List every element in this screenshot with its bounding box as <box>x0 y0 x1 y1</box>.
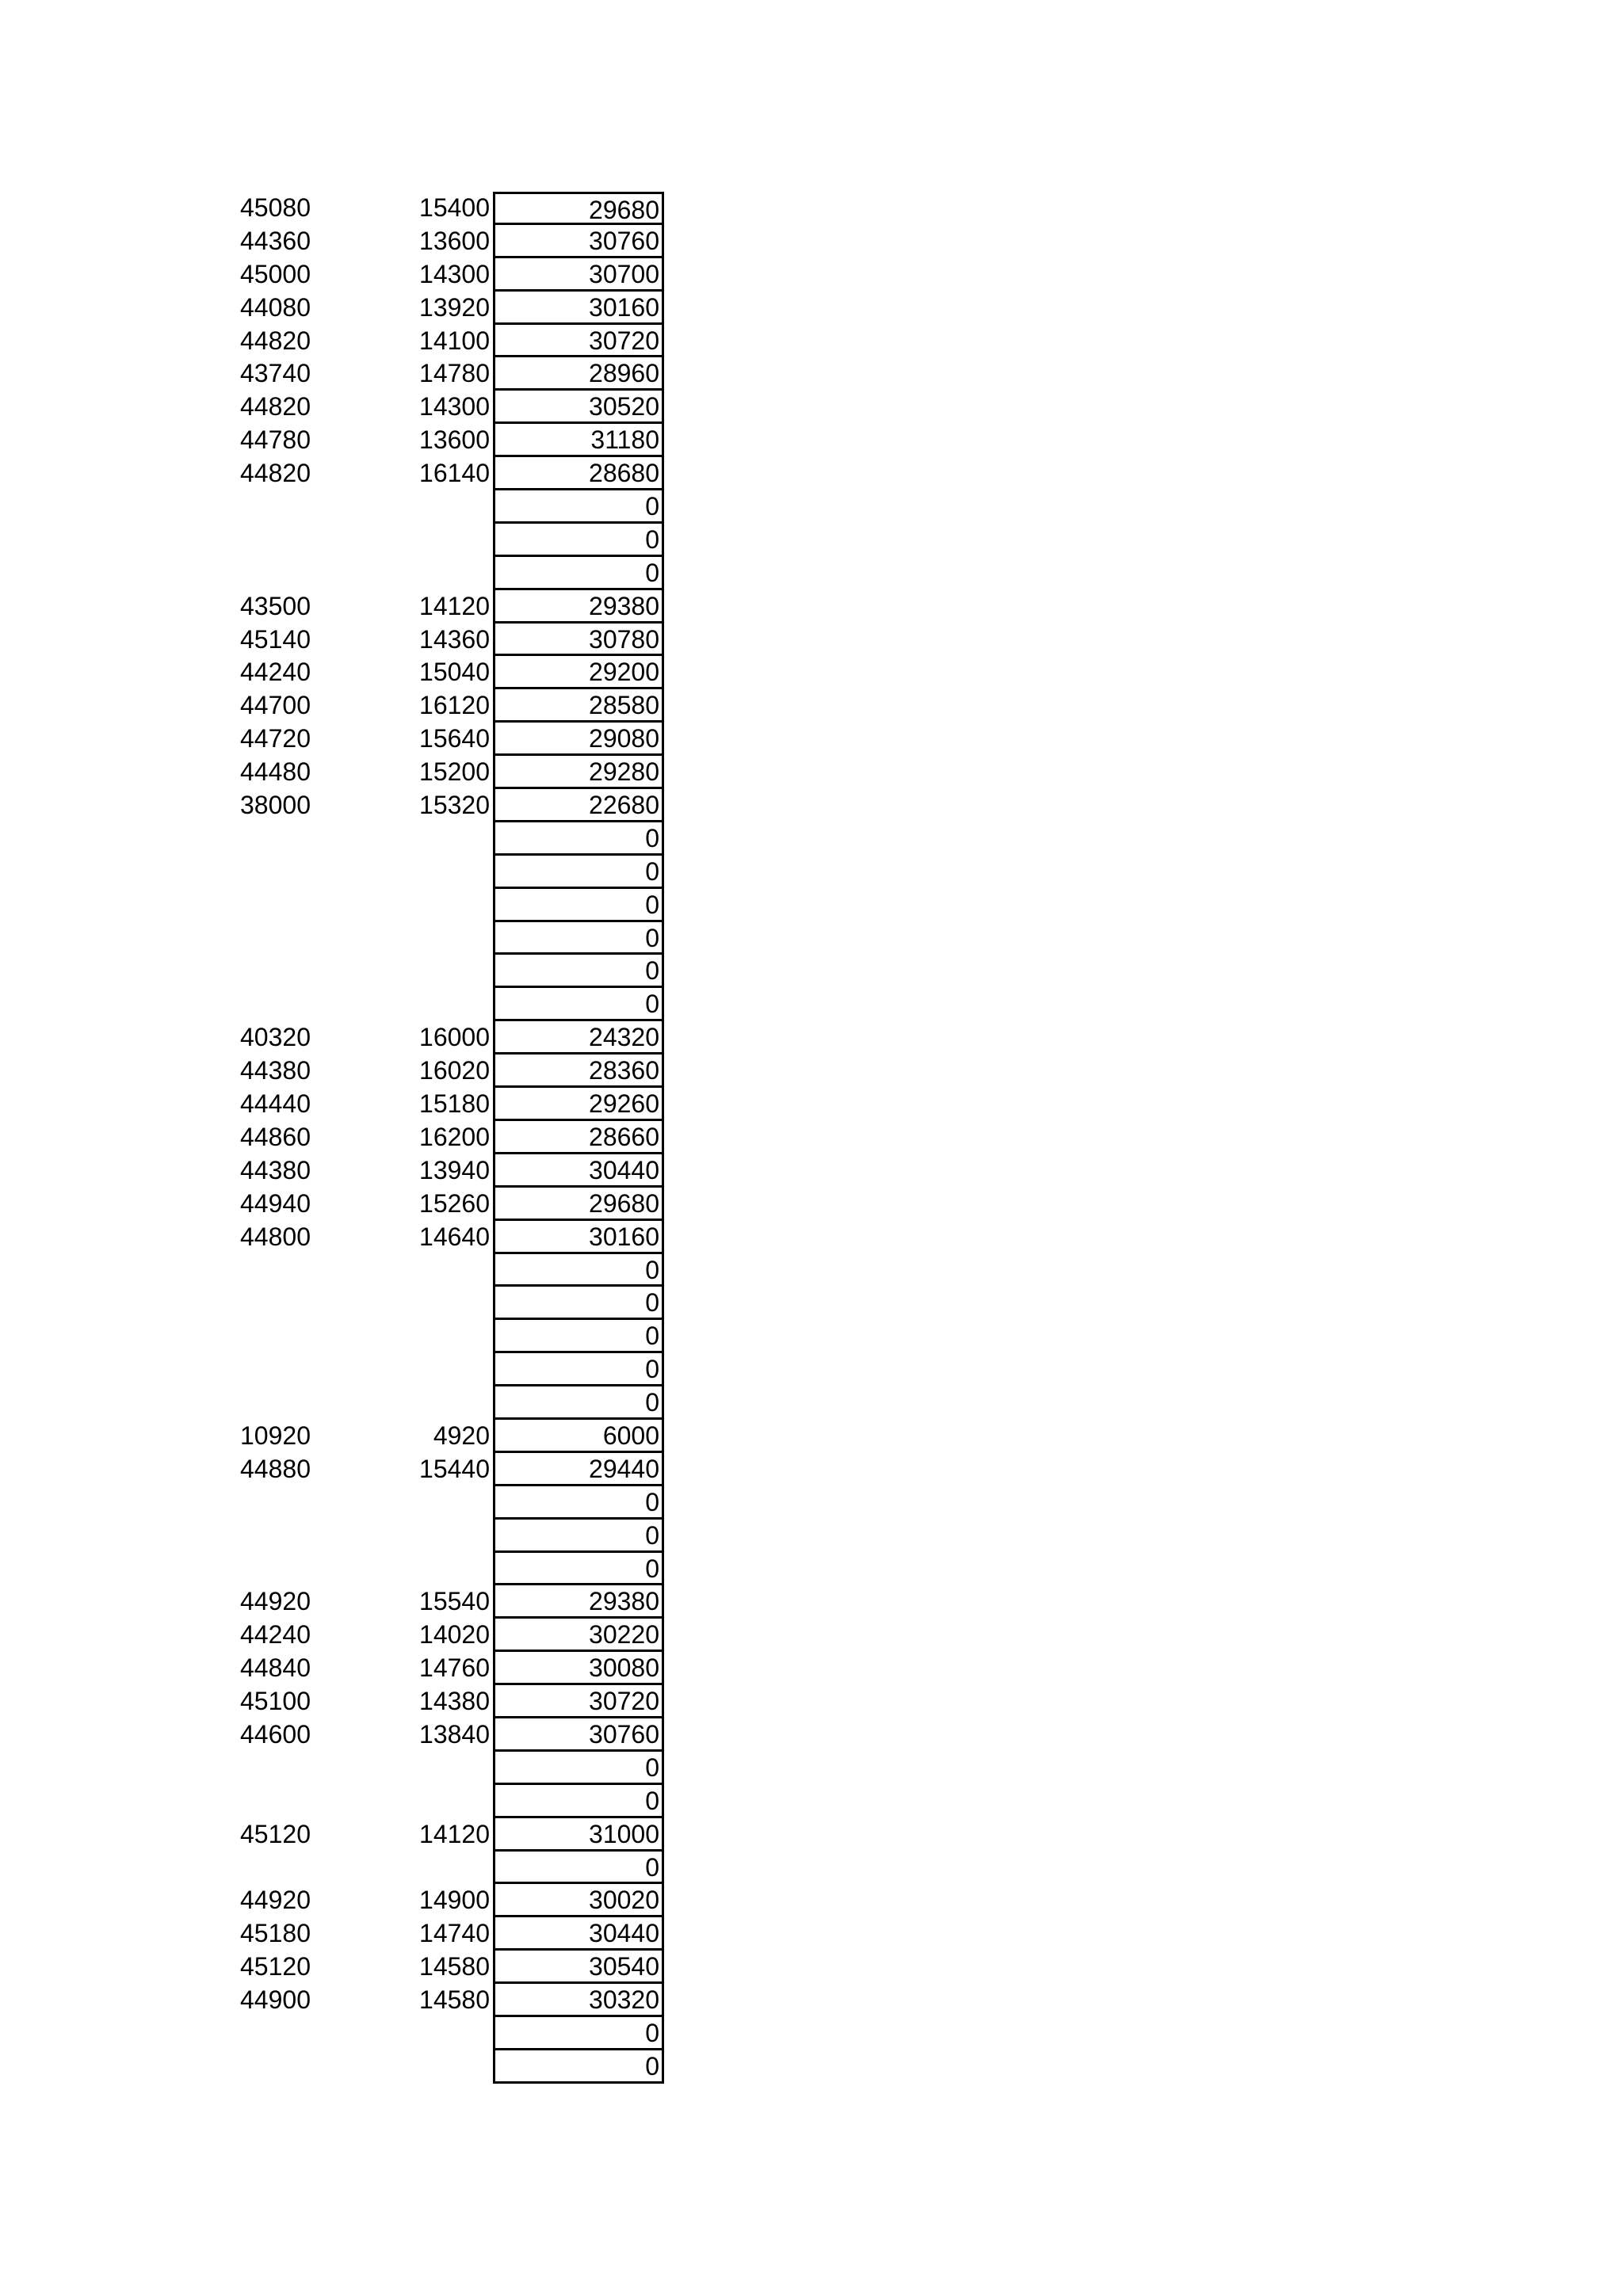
cell-col-c: 0 <box>493 1553 664 1586</box>
cell-col-c: 0 <box>493 2017 664 2050</box>
cell-col-c: 0 <box>493 1752 664 1785</box>
cell-col-b <box>380 1520 492 1553</box>
cell-col-a <box>240 1785 343 1818</box>
cell-col-a <box>240 2050 343 2084</box>
table-row <box>0 1752 1623 1785</box>
cell-col-c: 0 <box>493 889 664 922</box>
cell-col-a: 44360 <box>240 226 311 255</box>
cell-col-b <box>380 1254 492 1287</box>
cell-col-c: 0 <box>493 922 664 955</box>
table-row <box>0 822 1623 856</box>
table-row <box>0 457 1623 490</box>
cell-col-b: 14640 <box>419 1222 490 1251</box>
cell-col-a <box>240 1486 343 1520</box>
cell-col-c: 31180 <box>493 424 664 457</box>
cell-col-a <box>240 490 343 524</box>
cell-col-c: 29260 <box>493 1088 664 1121</box>
cell-col-c: 29200 <box>493 656 664 689</box>
cell-col-b: 14300 <box>419 259 490 288</box>
cell-col-c: 30440 <box>493 1917 664 1951</box>
cell-col-c: 28360 <box>493 1055 664 1088</box>
table-row <box>0 1652 1623 1685</box>
cell-col-b <box>380 922 492 955</box>
table-row <box>0 1420 1623 1453</box>
cell-col-a <box>240 2017 343 2050</box>
table-row <box>0 1320 1623 1353</box>
cell-col-b <box>380 1320 492 1353</box>
cell-col-b: 4920 <box>433 1421 490 1450</box>
table-row <box>0 292 1623 325</box>
cell-col-a: 44940 <box>240 1188 311 1218</box>
cell-col-b <box>380 889 492 922</box>
cell-col-b: 14120 <box>419 591 490 620</box>
cell-col-c: 0 <box>493 1254 664 1287</box>
cell-col-a: 44900 <box>240 1985 311 2015</box>
cell-col-c: 29380 <box>493 590 664 624</box>
cell-col-a: 45140 <box>240 624 311 654</box>
cell-col-a <box>240 1320 343 1353</box>
cell-col-c: 0 <box>493 1386 664 1420</box>
cell-col-c: 29380 <box>493 1585 664 1619</box>
cell-col-c: 0 <box>493 490 664 524</box>
cell-col-a: 44440 <box>240 1089 311 1119</box>
cell-col-c: 0 <box>493 1320 664 1353</box>
table-row <box>0 258 1623 292</box>
cell-col-c: 0 <box>493 1852 664 1885</box>
table-row <box>0 1154 1623 1188</box>
cell-col-c: 30440 <box>493 1154 664 1188</box>
cell-col-a: 10920 <box>240 1421 311 1450</box>
cell-col-b: 13840 <box>419 1719 490 1749</box>
table-row <box>0 1055 1623 1088</box>
cell-col-a: 43740 <box>240 359 311 388</box>
cell-col-b <box>380 524 492 557</box>
cell-col-a <box>240 822 343 856</box>
cell-col-c: 30540 <box>493 1951 664 1984</box>
cell-col-b <box>380 1386 492 1420</box>
cell-col-b: 16000 <box>419 1023 490 1052</box>
table-row <box>0 1951 1623 1984</box>
cell-col-c: 28660 <box>493 1121 664 1154</box>
cell-col-c: 0 <box>493 524 664 557</box>
cell-col-c: 0 <box>493 1287 664 1320</box>
cell-col-b <box>380 1353 492 1386</box>
table-row <box>0 557 1623 590</box>
table-row <box>0 1785 1623 1818</box>
cell-col-b <box>380 1785 492 1818</box>
cell-col-b: 15180 <box>419 1089 490 1119</box>
cell-col-c: 0 <box>493 2050 664 2084</box>
table-row <box>0 789 1623 822</box>
table-row <box>0 1917 1623 1951</box>
cell-col-b: 14360 <box>419 624 490 654</box>
cell-col-b: 14580 <box>419 1952 490 1981</box>
table-row <box>0 624 1623 657</box>
table-row <box>0 325 1623 358</box>
cell-col-c: 30220 <box>493 1619 664 1652</box>
cell-col-c: 30080 <box>493 1652 664 1685</box>
cell-col-b <box>380 1553 492 1586</box>
cell-col-c: 0 <box>493 1520 664 1553</box>
cell-col-c: 30760 <box>493 225 664 258</box>
cell-col-c: 31000 <box>493 1818 664 1852</box>
cell-col-c: 28680 <box>493 457 664 490</box>
table-row <box>0 1386 1623 1420</box>
cell-col-a <box>240 1520 343 1553</box>
table-row <box>0 1718 1623 1752</box>
cell-col-a <box>240 922 343 955</box>
cell-col-c: 0 <box>493 557 664 590</box>
cell-col-c: 30720 <box>493 325 664 358</box>
table-row <box>0 2017 1623 2050</box>
cell-col-c: 24320 <box>493 1021 664 1055</box>
table-row <box>0 1884 1623 1917</box>
table-row <box>0 988 1623 1021</box>
cell-col-c: 29080 <box>493 723 664 756</box>
table-row <box>0 723 1623 756</box>
cell-col-a: 40320 <box>240 1023 311 1052</box>
cell-col-a: 44480 <box>240 757 311 787</box>
cell-col-b <box>380 490 492 524</box>
cell-col-c: 30160 <box>493 292 664 325</box>
cell-col-a: 44920 <box>240 1886 311 1915</box>
table-row <box>0 1021 1623 1055</box>
cell-col-b: 15540 <box>419 1587 490 1616</box>
cell-col-a <box>240 1852 343 1885</box>
spreadsheet-printout <box>0 192 1623 2084</box>
cell-col-b: 13600 <box>419 425 490 455</box>
cell-col-c: 0 <box>493 1353 664 1386</box>
cell-col-b: 16200 <box>419 1122 490 1151</box>
table-row <box>0 225 1623 258</box>
cell-col-a: 44820 <box>240 326 311 355</box>
cell-col-a: 44600 <box>240 1719 311 1749</box>
table-row <box>0 1852 1623 1885</box>
table-row <box>0 2050 1623 2084</box>
cell-col-c: 0 <box>493 822 664 856</box>
cell-col-b: 16120 <box>419 691 490 720</box>
cell-col-a: 45000 <box>240 259 311 288</box>
cell-col-a: 44880 <box>240 1454 311 1483</box>
cell-col-a <box>240 955 343 988</box>
table-row <box>0 1585 1623 1619</box>
cell-col-b <box>380 856 492 889</box>
table-row <box>0 1353 1623 1386</box>
cell-col-a: 44820 <box>240 392 311 421</box>
table-row <box>0 856 1623 889</box>
table-row <box>0 391 1623 424</box>
cell-col-a <box>240 524 343 557</box>
cell-col-b: 14760 <box>419 1653 490 1683</box>
table-row <box>0 1088 1623 1121</box>
cell-col-c: 30320 <box>493 1984 664 2017</box>
cell-col-b: 14300 <box>419 392 490 421</box>
cell-col-b: 14900 <box>419 1886 490 1915</box>
table-row <box>0 1188 1623 1221</box>
cell-col-b <box>380 1852 492 1885</box>
cell-col-c: 30700 <box>493 258 664 292</box>
cell-col-a: 44700 <box>240 691 311 720</box>
cell-col-c: 0 <box>493 988 664 1021</box>
table-row <box>0 756 1623 789</box>
cell-col-a <box>240 557 343 590</box>
cell-col-c: 22680 <box>493 789 664 822</box>
cell-col-a: 45080 <box>240 193 311 222</box>
cell-col-b <box>380 1752 492 1785</box>
cell-col-a: 44800 <box>240 1222 311 1251</box>
cell-col-b: 15200 <box>419 757 490 787</box>
cell-col-c: 30520 <box>493 391 664 424</box>
table-row <box>0 889 1623 922</box>
cell-col-a: 45100 <box>240 1687 311 1716</box>
cell-col-a: 45120 <box>240 1952 311 1981</box>
cell-col-c: 28580 <box>493 689 664 723</box>
cell-col-c: 0 <box>493 856 664 889</box>
table-row <box>0 192 1623 225</box>
cell-col-c: 6000 <box>493 1420 664 1453</box>
cell-col-b <box>380 2050 492 2084</box>
table-row <box>0 1619 1623 1652</box>
table-row <box>0 1818 1623 1852</box>
cell-col-c: 0 <box>493 1486 664 1520</box>
cell-col-a <box>240 1353 343 1386</box>
cell-col-a <box>240 1254 343 1287</box>
table-row <box>0 590 1623 624</box>
cell-col-c: 30720 <box>493 1685 664 1718</box>
table-row <box>0 1486 1623 1520</box>
table-row <box>0 1685 1623 1718</box>
cell-col-b: 13920 <box>419 292 490 322</box>
cell-col-a: 44240 <box>240 658 311 687</box>
cell-col-c: 30760 <box>493 1718 664 1752</box>
cell-col-a: 45180 <box>240 1919 311 1948</box>
cell-col-c: 0 <box>493 1785 664 1818</box>
cell-col-a: 44860 <box>240 1122 311 1151</box>
table-row <box>0 1553 1623 1586</box>
cell-col-b: 14100 <box>419 326 490 355</box>
cell-col-c: 29680 <box>493 1188 664 1221</box>
cell-col-a: 44920 <box>240 1587 311 1616</box>
table-row <box>0 922 1623 955</box>
table-row <box>0 1453 1623 1486</box>
cell-col-b <box>380 1287 492 1320</box>
table-row <box>0 1254 1623 1287</box>
cell-col-b: 13940 <box>419 1155 490 1184</box>
cell-col-a <box>240 1386 343 1420</box>
cell-col-c: 29280 <box>493 756 664 789</box>
cell-col-b: 14020 <box>419 1620 490 1650</box>
table-row <box>0 1287 1623 1320</box>
table-row <box>0 955 1623 988</box>
cell-col-c: 29440 <box>493 1453 664 1486</box>
cell-col-a: 44720 <box>240 724 311 753</box>
cell-col-b: 15040 <box>419 658 490 687</box>
cell-col-b: 16140 <box>419 459 490 488</box>
cell-col-a: 45120 <box>240 1819 311 1848</box>
cell-col-b: 16020 <box>419 1056 490 1085</box>
cell-col-b: 14780 <box>419 359 490 388</box>
cell-col-b: 15320 <box>419 791 490 820</box>
cell-col-a: 38000 <box>240 791 311 820</box>
table-row <box>0 490 1623 524</box>
table-row <box>0 1121 1623 1154</box>
cell-col-b: 14120 <box>419 1819 490 1848</box>
table-row <box>0 357 1623 391</box>
cell-col-a: 44840 <box>240 1653 311 1683</box>
cell-col-a <box>240 856 343 889</box>
cell-col-b: 15640 <box>419 724 490 753</box>
cell-col-b: 13600 <box>419 226 490 255</box>
cell-col-b: 14380 <box>419 1687 490 1716</box>
cell-col-a <box>240 1553 343 1586</box>
cell-col-b: 15400 <box>419 193 490 222</box>
table-row <box>0 524 1623 557</box>
cell-col-a: 44380 <box>240 1155 311 1184</box>
cell-col-a <box>240 988 343 1021</box>
cell-col-b: 15440 <box>419 1454 490 1483</box>
table-row <box>0 1520 1623 1553</box>
cell-col-b: 14580 <box>419 1985 490 2015</box>
cell-col-b: 14740 <box>419 1919 490 1948</box>
table-row <box>0 656 1623 689</box>
cell-col-a: 44240 <box>240 1620 311 1650</box>
cell-col-a: 44380 <box>240 1056 311 1085</box>
cell-col-c: 0 <box>493 955 664 988</box>
cell-col-b <box>380 955 492 988</box>
table-row <box>0 689 1623 723</box>
table-row <box>0 424 1623 457</box>
cell-col-b <box>380 1486 492 1520</box>
cell-col-a <box>240 889 343 922</box>
cell-col-a <box>240 1752 343 1785</box>
cell-col-b: 15260 <box>419 1188 490 1218</box>
cell-col-c: 30780 <box>493 624 664 657</box>
cell-col-b <box>380 988 492 1021</box>
cell-col-a: 43500 <box>240 591 311 620</box>
cell-col-b <box>380 557 492 590</box>
cell-col-a: 44820 <box>240 459 311 488</box>
table-row <box>0 1221 1623 1254</box>
cell-col-c: 30020 <box>493 1884 664 1917</box>
cell-col-c: 28960 <box>493 357 664 391</box>
table-row <box>0 1984 1623 2017</box>
cell-col-a <box>240 1287 343 1320</box>
cell-col-b <box>380 2017 492 2050</box>
cell-col-a: 44780 <box>240 425 311 455</box>
cell-col-b <box>380 822 492 856</box>
cell-col-c: 29680 <box>493 192 664 225</box>
cell-col-c: 30160 <box>493 1221 664 1254</box>
cell-col-a: 44080 <box>240 292 311 322</box>
